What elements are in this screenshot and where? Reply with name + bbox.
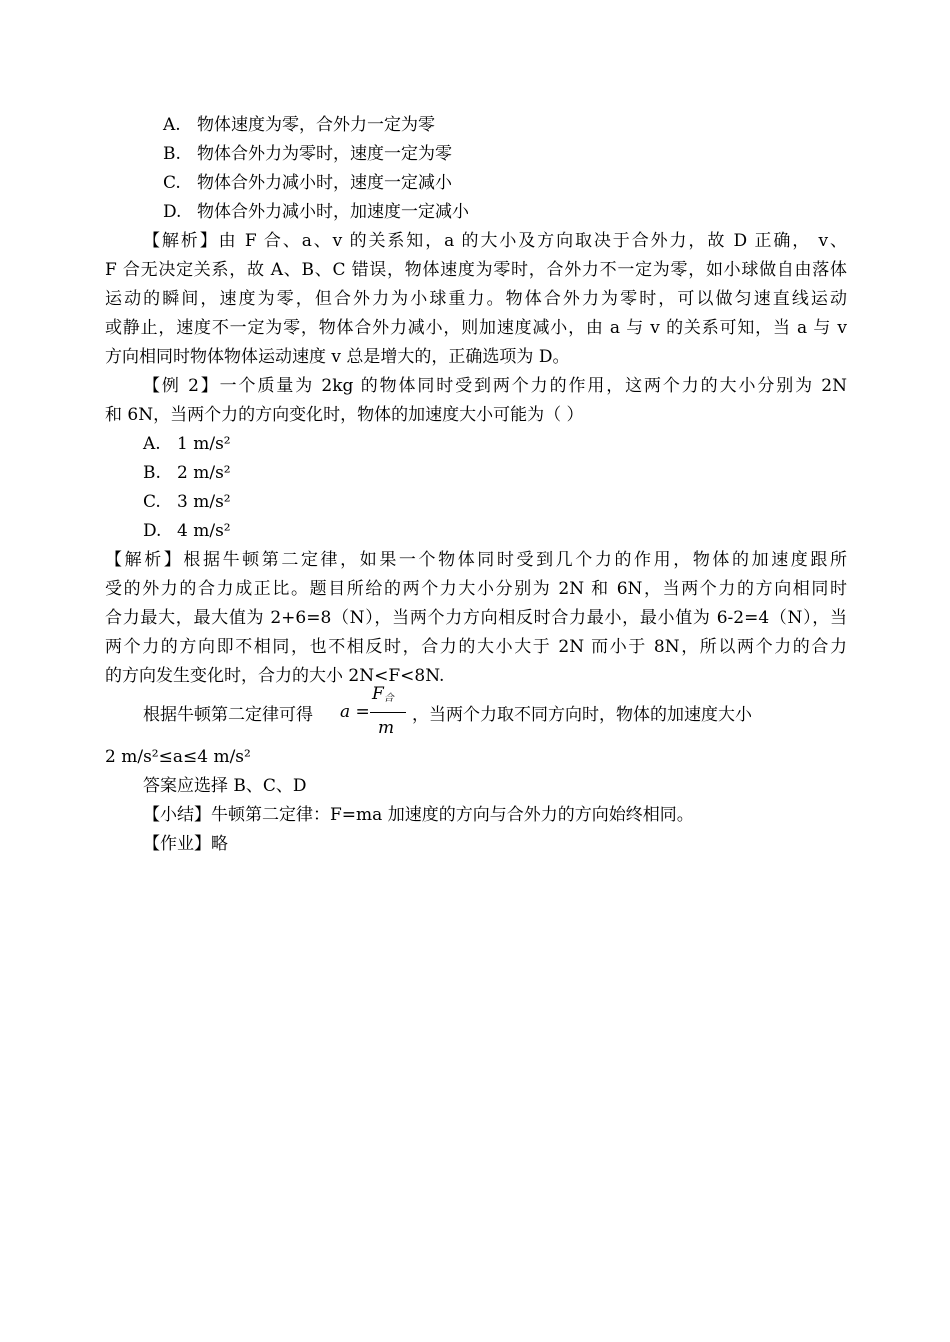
q1-option-b [163,142,452,166]
option-text: 1 m/s² [177,434,231,454]
option-text: 物体合外力为零时，速度一定为零 [197,144,452,164]
option-text: 物体合外力减小时，速度一定减小 [197,173,452,193]
option-text: 物体速度为零，合外力一定为零 [197,115,435,135]
q1-option-d [163,200,469,224]
q2-option-b [143,461,231,485]
option-text: 4 m/s² [177,521,231,541]
option-letter: C. [163,173,181,193]
q1-option-c [163,171,452,195]
q2-analysis-line: 的方向发生变化时，合力的大小 2N<F<8N. [105,666,445,686]
formula-numerator [372,684,394,704]
q2-analysis-line: 受的外力的合力成正比。题目所给的两个力大小分别为 2N 和 6N，当两个力的方向相同时 [105,579,847,599]
summary: 【小结】牛顿第二定律：F=ma 加速度的方向与合外力的方向始终相同。 [143,805,694,825]
formula-numerator-sub: 合 [383,693,394,704]
q1-analysis-line: 运动的瞬间，速度为零，但合外力为小球重力。物体合外力为零时，可以做匀速直线运动 [105,289,847,309]
option-text: 2 m/s² [177,463,231,483]
q1-analysis-line: 或静止，速度不一定为零，物体合外力减小，则加速度减小，由 a 与 v 的关系可知，当 a 与 v [105,318,847,338]
formula-denominator: m [378,718,395,738]
option-letter: D. [163,202,182,222]
formula-lead: 根据牛顿第二定律可得 [143,705,313,725]
option-letter: A. [163,115,181,135]
acceleration-formula [340,684,410,744]
homework: 【作业】略 [143,834,228,854]
acceleration-range: 2 m/s²≤a≤4 m/s² [105,747,251,767]
fraction-bar [370,712,406,713]
option-letter: B. [143,463,161,483]
option-letter: B. [163,144,181,164]
q2-analysis-line: 两个力的方向即不相同，也不相反时，合力的大小大于 2N 而小于 8N，所以两个力的合力 [105,637,847,657]
formula-numerator-symbol: F [372,684,384,704]
q1-analysis-line: F 合无决定关系，故 A、B、C 错误，物体速度为零时，合外力不一定为零，如小球做自由落体 [105,260,847,280]
q2-analysis-line: 【解析】根据牛顿第二定律，如果一个物体同时受到几个力的作用，物体的加速度跟所 [105,550,847,570]
option-text: 物体合外力减小时，加速度一定减小 [197,202,469,222]
q2-option-a [143,432,231,456]
q2-analysis-line: 合力最大，最大值为 2+6=8（N），当两个力方向相反时合力最小，最小值为 6-2=4（N），当 [105,608,847,628]
q2-option-c [143,490,231,514]
q2-stem-line: 和 6N，当两个力的方向变化时，物体的加速度大小可能为（ ） [105,405,584,425]
option-letter: C. [143,492,161,512]
q1-option-a [163,113,435,137]
option-letter: D. [143,521,162,541]
q2-option-d [143,519,231,543]
formula-tail: ，当两个力取不同方向时，物体的加速度大小 [412,705,752,725]
option-text: 3 m/s² [177,492,231,512]
q2-stem-line: 【例 2】一个质量为 2kg 的物体同时受到两个力的作用，这两个力的大小分别为 2N [143,376,847,396]
q1-analysis-line: 【解析】由 F 合、a、v 的关系知，a 的大小及方向取决于合外力，故 D 正确， v、 [143,231,847,251]
q1-analysis-line: 方向相同时物体物体运动速度 v 总是增大的，正确选项为 D。 [105,347,570,367]
formula-lhs: a = [340,702,370,722]
q2-answer: 答案应选择 B、C、D [143,776,307,796]
option-letter: A. [143,434,161,454]
